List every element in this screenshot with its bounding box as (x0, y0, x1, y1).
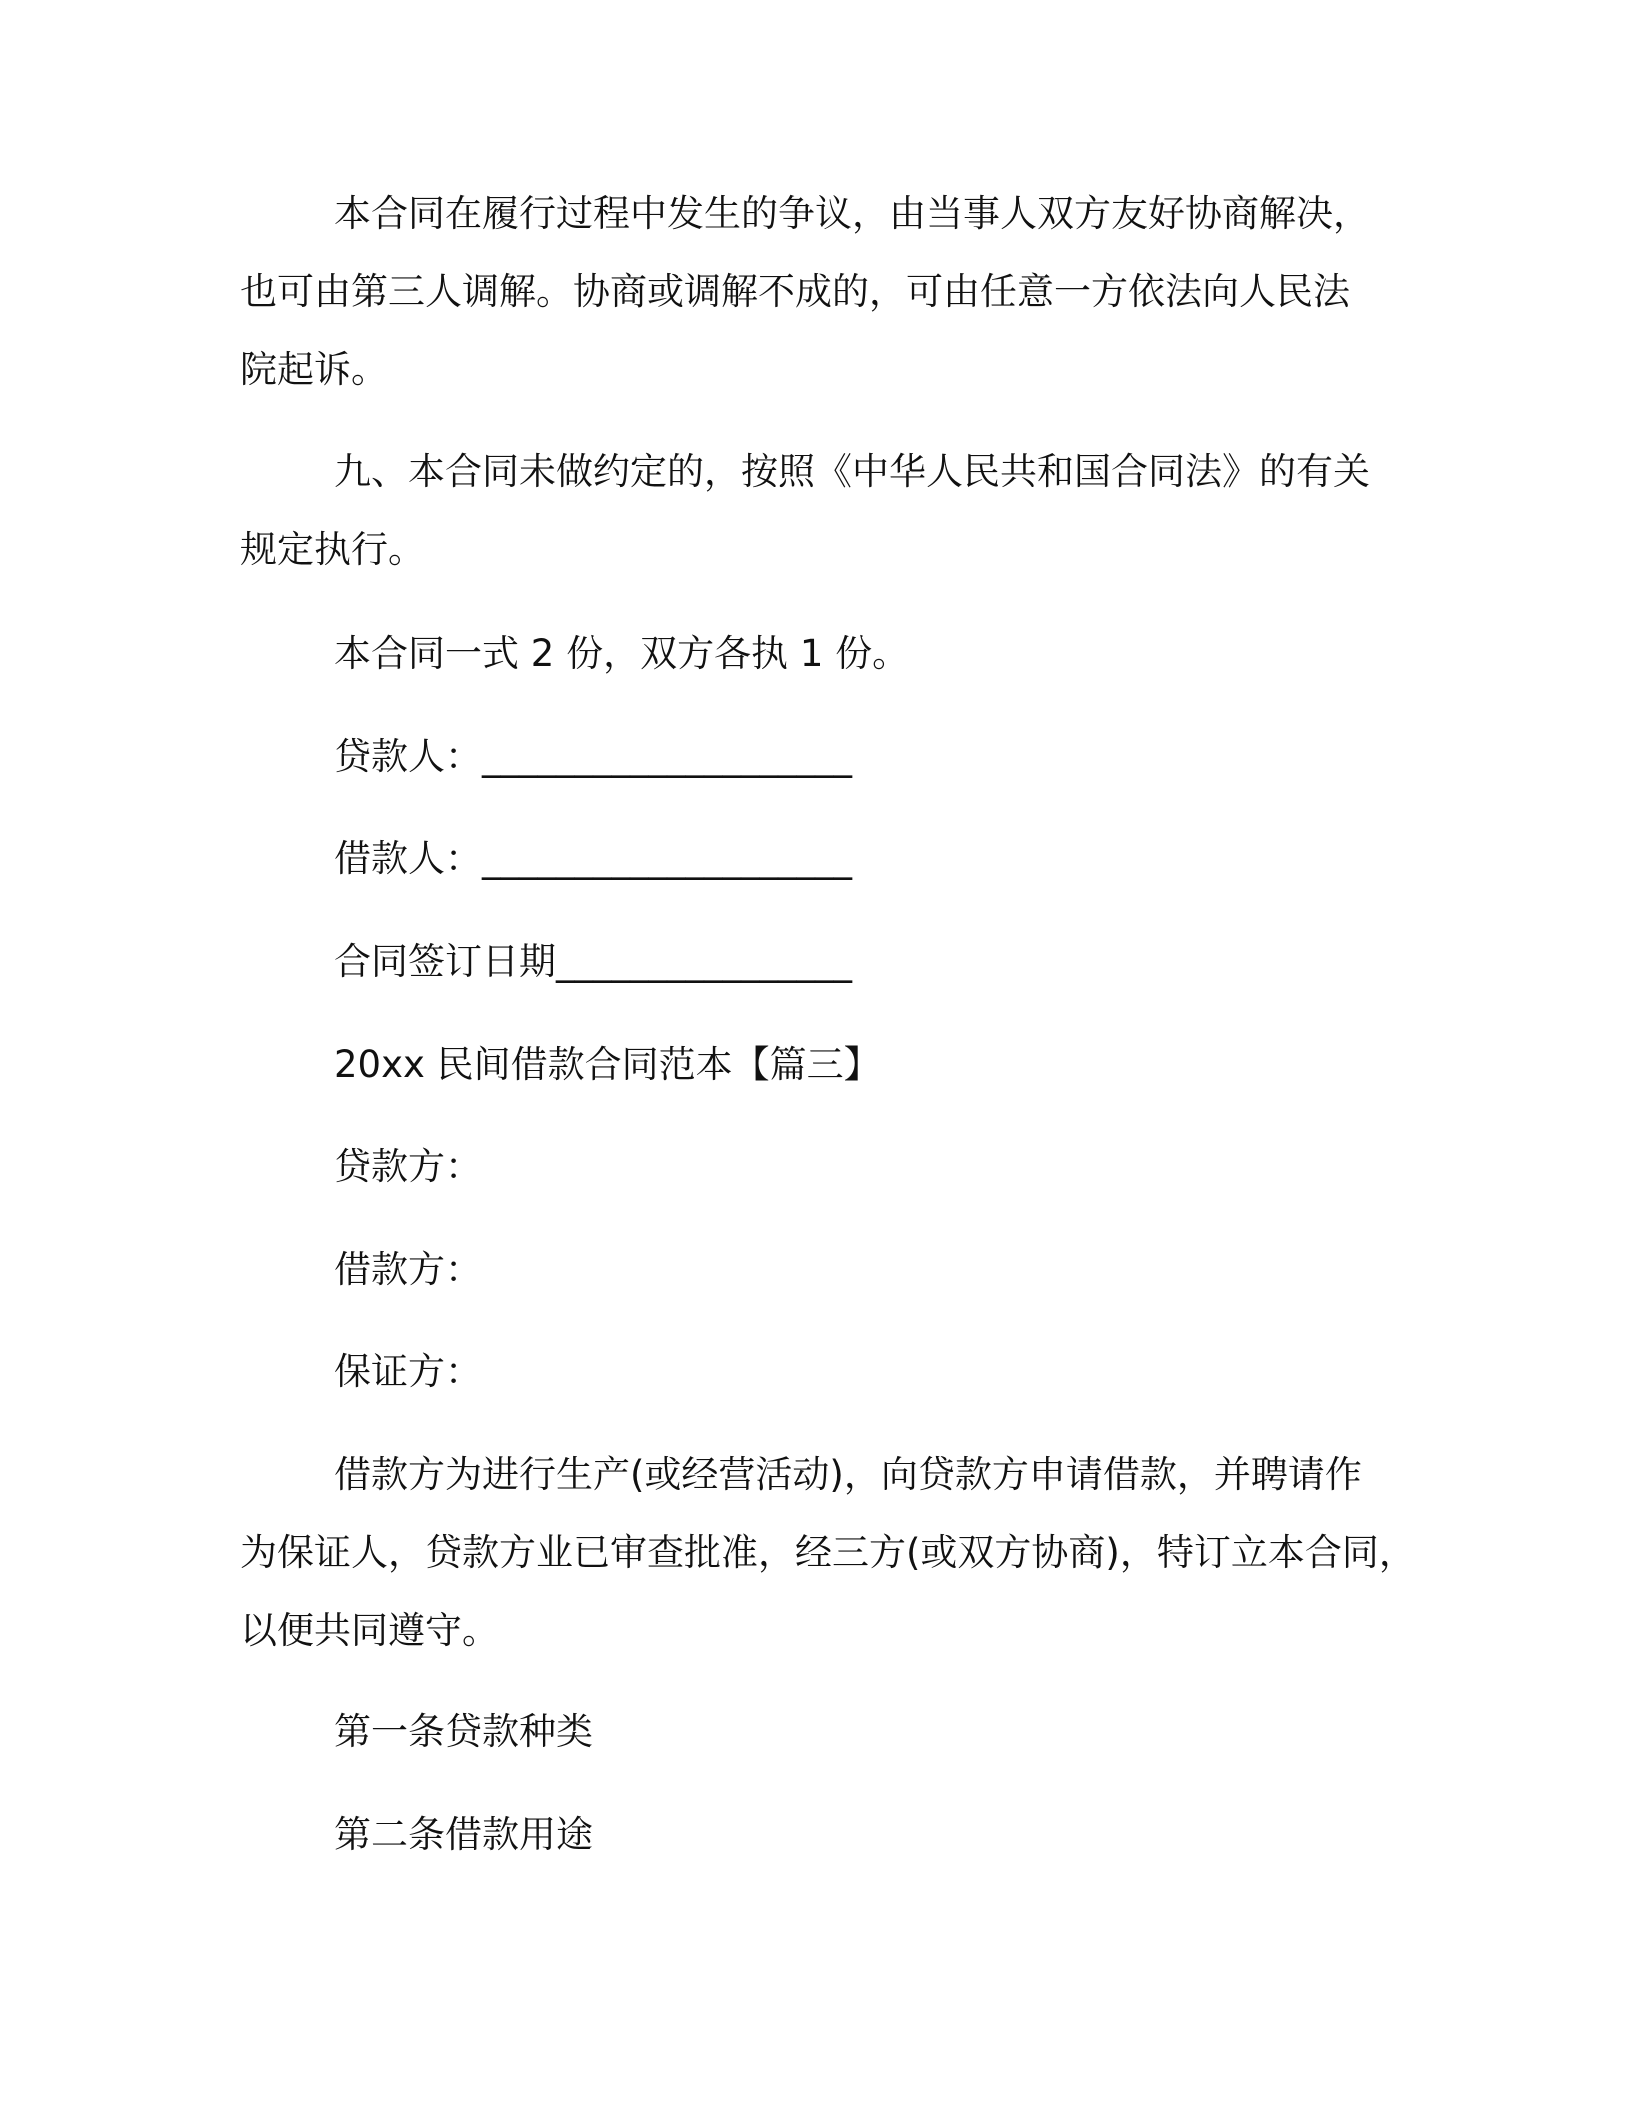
paragraph-line: 规定执行。 (240, 528, 425, 571)
paragraph-line: 九、本合同未做约定的，按照《中华人民共和国合同法》的有关 (334, 450, 1370, 493)
paragraph-line: 贷款方： (334, 1145, 482, 1188)
dispute-clause-paragraph (240, 175, 1410, 409)
paragraph-line: 以便共同遵守。 (240, 1609, 499, 1652)
paragraph-line: 借款人：____________________ (334, 837, 852, 880)
paragraph-line: 为保证人，贷款方业已审查批准，经三方(或双方协商)，特订立本合同， (240, 1531, 1416, 1574)
paragraph-line: 贷款人：____________________ (334, 735, 852, 778)
guarantor-party-line (240, 1333, 1410, 1411)
paragraph-line: 本合同一式 2 份，双方各执 1 份。 (334, 632, 910, 675)
preamble-paragraph (240, 1436, 1416, 1670)
section-heading (240, 1026, 1410, 1104)
paragraph-line: 20xx 民间借款合同范本【篇三】 (334, 1043, 881, 1086)
paragraph-line: 也可由第三人调解。协商或调解不成的，可由任意一方依法向人民法 (240, 270, 1350, 313)
paragraph-line: 借款方： (334, 1248, 482, 1291)
paragraph-line: 第二条借款用途 (334, 1813, 593, 1856)
copies-paragraph (240, 615, 1410, 693)
paragraph-line: 合同签订日期________________ (334, 940, 852, 983)
paragraph-line: 保证方： (334, 1350, 482, 1393)
paragraph-line: 借款方为进行生产(或经营活动)，向贷款方申请借款，并聘请作 (334, 1453, 1362, 1496)
article-two-heading (240, 1796, 1410, 1874)
article-one-heading (240, 1693, 1410, 1771)
paragraph-line: 第一条贷款种类 (334, 1710, 593, 1753)
borrower-party-line (240, 1231, 1410, 1309)
borrower-signature-line (240, 820, 1410, 898)
paragraph-line: 本合同在履行过程中发生的争议，由当事人双方友好协商解决， (334, 192, 1370, 235)
lender-party-line (240, 1128, 1410, 1206)
signing-date-line (240, 923, 1410, 1001)
clause-nine-paragraph (240, 433, 1410, 589)
lender-signature-line (240, 718, 1410, 796)
paragraph-line: 院起诉。 (240, 348, 388, 391)
